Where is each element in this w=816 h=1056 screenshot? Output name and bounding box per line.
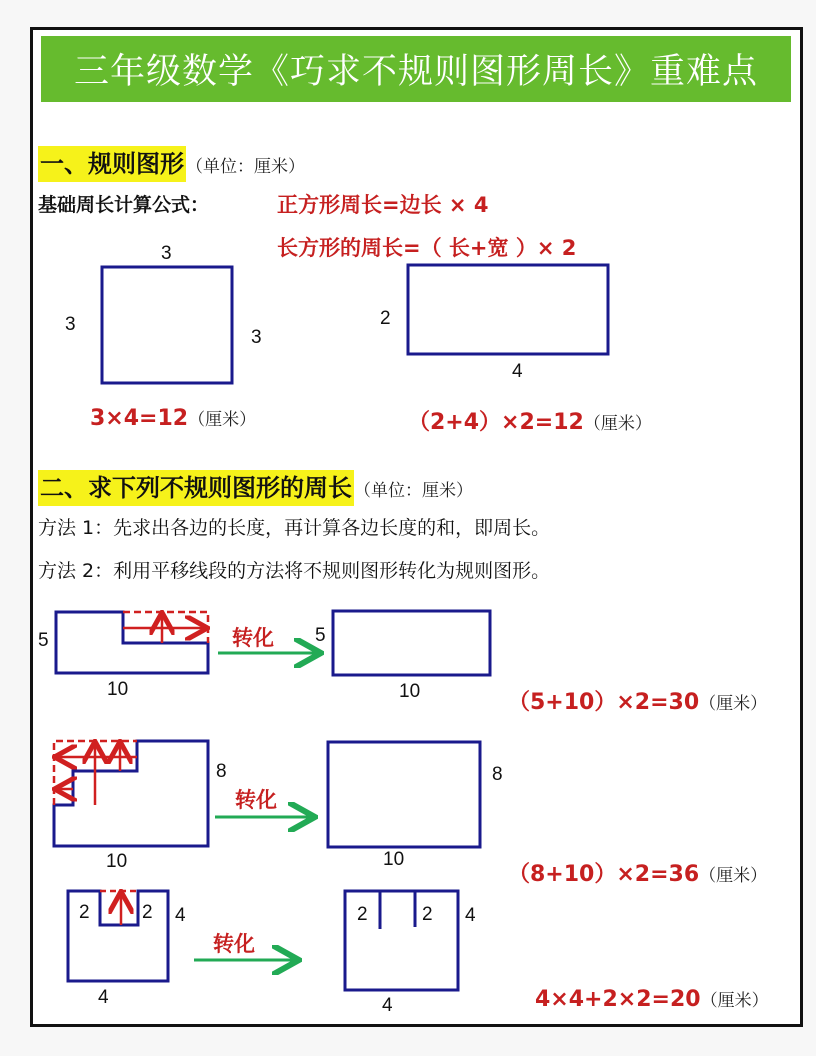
p1-to-bottom-label: 10 <box>399 681 421 702</box>
p3-to-notch-left-label: 2 <box>357 904 368 925</box>
formula-square: 正方形周长=边长 × 4 <box>277 193 489 217</box>
p3-result-formula: 4×4+2×2=20 <box>535 987 701 1012</box>
rectangle-left-label: 2 <box>380 308 391 329</box>
p2-to-bottom-label: 10 <box>383 849 405 870</box>
p2-bottom-label: 10 <box>106 851 128 872</box>
p2-result-formula: （8+10）×2=36 <box>508 862 700 887</box>
p1-to-left-label: 5 <box>315 625 326 646</box>
method2-text: 方法 2：利用平移线段的方法将不规则图形转化为规则图形。 <box>38 560 551 582</box>
formula-rectangle: 长方形的周长=（ 长+宽 ）× 2 <box>277 236 577 260</box>
formula-label: 基础周长计算公式： <box>38 194 210 216</box>
p1-result-formula: （5+10）×2=30 <box>508 690 700 715</box>
p1-transform-label: 转化 <box>232 626 274 650</box>
section2-unit: （单位：厘米） <box>354 481 473 501</box>
p2-result <box>508 857 767 888</box>
rectangle-result-unit: （厘米） <box>583 414 652 434</box>
method1-text: 方法 1：先求出各边的长度，再计算各边长度的和，即周长。 <box>38 517 551 539</box>
p1-result-unit: （厘米） <box>699 694 768 714</box>
page-title: 三年级数学《巧求不规则图形周长》重难点 <box>41 36 791 102</box>
square-result-formula: 3×4=12 <box>90 406 189 431</box>
p3-notch-left-label: 2 <box>79 902 90 923</box>
square-top-label: 3 <box>161 243 172 264</box>
rectangle-result-formula: （2+4）×2=12 <box>408 410 584 435</box>
square-result-unit: （厘米） <box>188 410 257 430</box>
square-left-label: 3 <box>65 314 76 335</box>
square-right-label: 3 <box>251 327 262 348</box>
p3-bottom-label: 4 <box>98 987 109 1008</box>
section1-unit: （单位：厘米） <box>186 157 305 177</box>
p3-notch-right-label: 2 <box>142 902 153 923</box>
p3-to-bottom-label: 4 <box>382 995 393 1016</box>
rectangle-bottom-label: 4 <box>512 361 523 382</box>
p1-result <box>508 685 767 716</box>
p3-to-notch-right-label: 2 <box>422 904 433 925</box>
p3-result <box>535 986 769 1012</box>
p2-to-right-label: 8 <box>492 764 503 785</box>
p1-left-label: 5 <box>38 630 49 651</box>
p3-right-label: 4 <box>175 905 186 926</box>
p3-to-right-label: 4 <box>465 905 476 926</box>
section1-heading: 一、规则图形 <box>38 146 186 182</box>
p1-bottom-label: 10 <box>107 679 129 700</box>
p3-result-unit: （厘米） <box>700 991 769 1011</box>
p2-right-label: 8 <box>216 761 227 782</box>
p3-transform-label: 转化 <box>213 932 255 956</box>
p2-transform-label: 转化 <box>235 788 277 812</box>
section2-heading: 二、求下列不规则图形的周长 <box>38 470 354 506</box>
p2-result-unit: （厘米） <box>699 866 768 886</box>
